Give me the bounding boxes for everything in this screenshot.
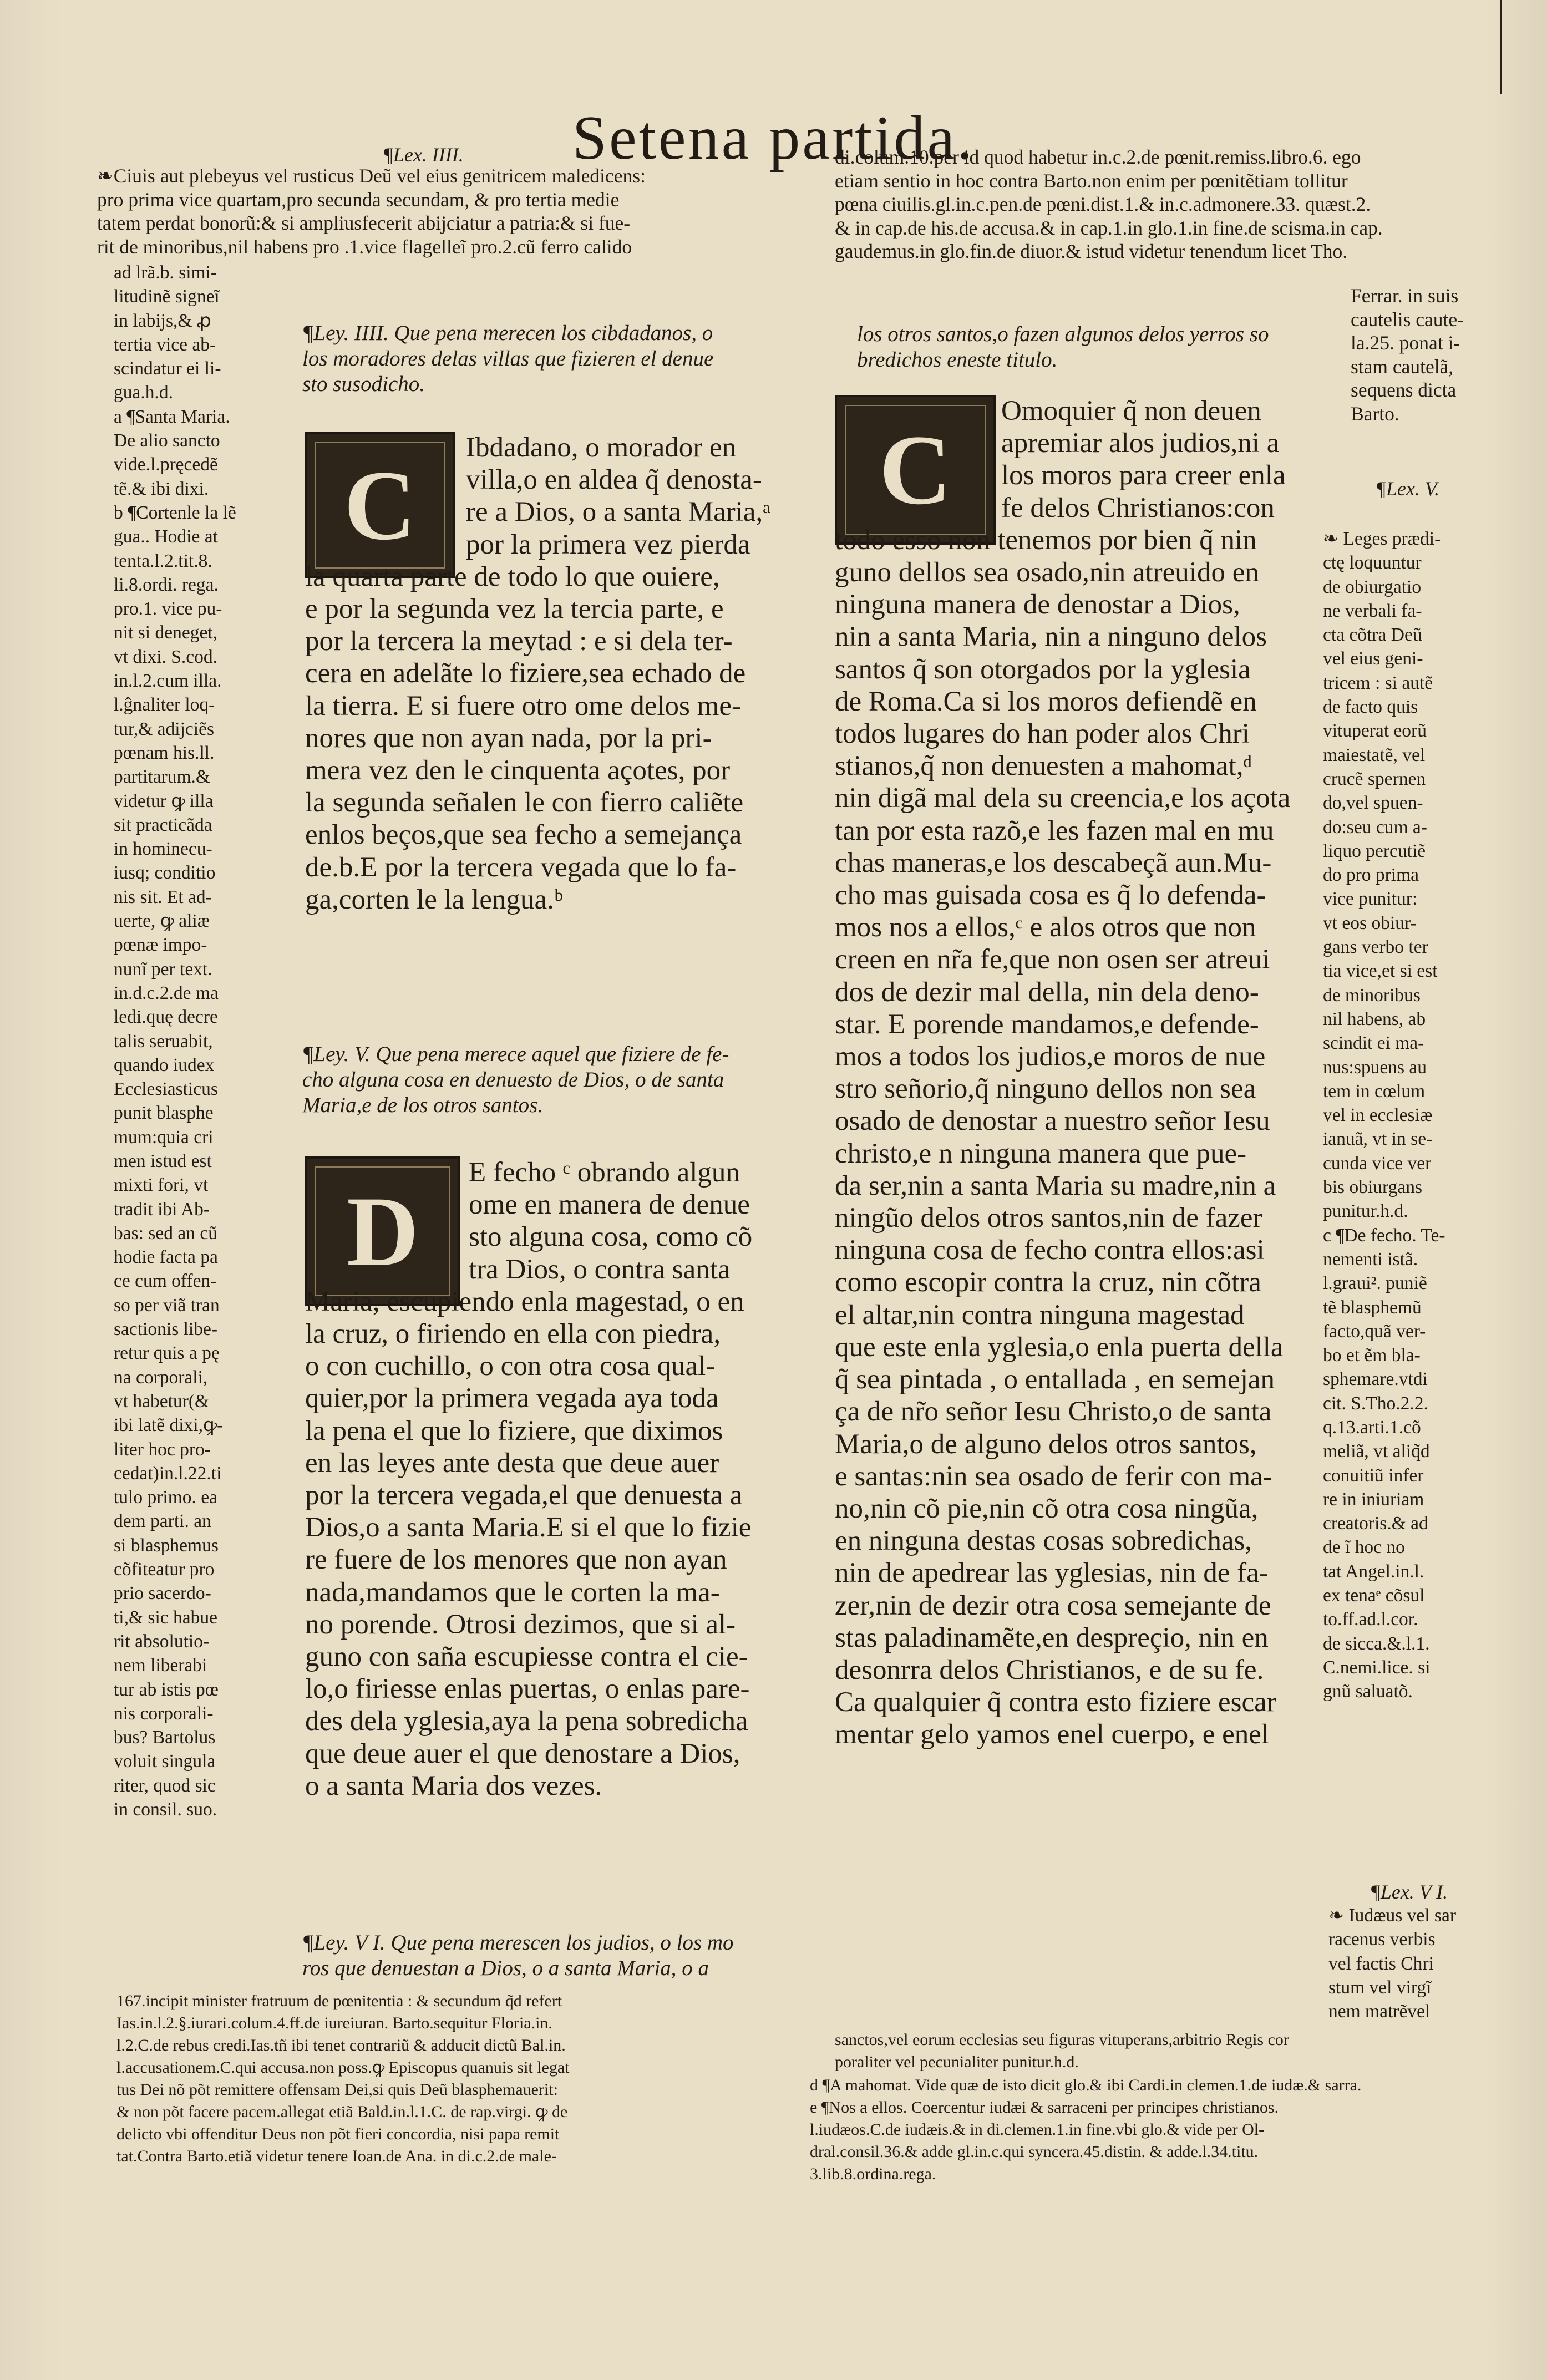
- text-line: la tierra. E si fuere otro ome delos me-: [305, 690, 741, 722]
- text-line: l.2.C.de rebus credi.Ias.tñ ibi tenet contrariũ & adducit dictũ Bal.in.: [116, 2036, 566, 2054]
- text-line: ningũo delos otros santos,nin de fazer: [835, 1202, 1262, 1234]
- text-line: tẽ blasphemũ: [1323, 1297, 1422, 1318]
- text-line: tia vice,et si est: [1323, 961, 1438, 982]
- gloss-right-column: [1323, 527, 1514, 1704]
- text-line: que deue auer el que denostare a Dios,: [305, 1738, 740, 1769]
- text-line: de.b.E por la tercera vegada que lo fa-: [305, 851, 737, 883]
- gloss-left-column: [114, 261, 280, 1821]
- text-line: sequens dicta: [1351, 379, 1457, 401]
- text-line: ros que denuestan a Dios, o a santa Maria, o a: [302, 1956, 709, 1980]
- text-line: en las leyes ante desta que deue auer: [305, 1447, 719, 1479]
- gloss-top: [97, 164, 824, 258]
- text-line: tricem : si autẽ: [1323, 672, 1433, 693]
- text-line: hodie facta pa: [114, 1247, 218, 1268]
- text-line: de obiurgatio: [1323, 576, 1422, 597]
- lex5-label: ¶Lex. V.: [1376, 478, 1440, 500]
- text-line: mixti fori, vt: [114, 1175, 209, 1196]
- page-edge-rule: [1500, 0, 1502, 94]
- text-line: sanctos,vel eorum ecclesias seu figuras vituperans,arbitrio Regis cor: [835, 2031, 1289, 2049]
- text-line: pœna ciuilis.gl.in.c.pen.de pœni.dist.1.& in.c.admonere.33. quæst.2.: [835, 193, 1371, 215]
- text-line: tẽ.& ibi dixi.: [114, 478, 209, 499]
- text-line: Maria,e de los otros santos.: [302, 1093, 544, 1117]
- text-line: re fuere de los menores que non ayan: [305, 1544, 727, 1576]
- text-line: rit absolutio-: [114, 1631, 210, 1652]
- text-line: l.accusationem.C.qui accusa.non poss.ꝙ Episcopus quanuis sit legat: [116, 2058, 570, 2077]
- text-line: cunda vice ver: [1323, 1153, 1432, 1174]
- text-line: liter hoc pro-: [114, 1439, 211, 1460]
- text-line: gans verbo ter: [1323, 937, 1428, 958]
- text-line: Maria, escupiendo enla magestad, o en: [305, 1286, 744, 1317]
- text-line: la segunda señalen le con fierro caliẽte: [305, 787, 744, 819]
- text-line: como escopir contra la cruz, nin cõtra: [835, 1267, 1261, 1298]
- note-d: d ¶A mahomat. Vide quæ de isto dicit glo.& ibi Cardi.in clemen.1.de iudæ.& sarra.: [810, 2076, 1362, 2094]
- text-line: Ibdadano, o morador en: [466, 432, 737, 463]
- text-line: vel eius geni-: [1323, 648, 1423, 669]
- ley6-text: [835, 395, 1345, 1751]
- text-line: ❧ Iudæus vel sar: [1328, 1905, 1456, 1926]
- text-line: ctę loquuntur: [1323, 552, 1422, 574]
- text-line: ¶Ley. V I. Que pena merescen los judios, o los mo: [302, 1931, 734, 1955]
- text-line: videtur ꝙ illa: [114, 790, 214, 811]
- text-line: l.iudæos.C.de iudæis.& in di.clemen.1.in fine.vbi glo.& vide per Ol-: [810, 2120, 1265, 2139]
- text-line: ome en manera de denue: [469, 1189, 750, 1221]
- ley5-text: [305, 1156, 843, 1802]
- text-line: los moradores delas villas que fizieren el denue: [302, 347, 714, 371]
- text-line: e ¶Nos a ellos. Coercentur iudæi & sarraceni per principes christianos.: [810, 2098, 1279, 2117]
- text-line: cautelis caute-: [1351, 308, 1464, 331]
- text-line: dral.consil.36.& adde gl.in.c.qui syncera.45.distin. & adde.l.34.titu.: [810, 2143, 1259, 2161]
- text-line: vt habetur(&: [114, 1391, 210, 1412]
- text-line: mentar gelo yamos enel cuerpo, e enel: [835, 1719, 1270, 1750]
- text-line: de Roma.Ca si los moros defiendẽ en: [835, 686, 1257, 717]
- text-line: gua.. Hodie at: [114, 526, 218, 547]
- left-bottom-notes: [116, 1990, 849, 2168]
- text-line: pro prima vice quartam,pro secunda secundam, & pro tertia medie: [97, 188, 620, 211]
- text-line: la.25. ponat i-: [1351, 332, 1460, 354]
- text-line: fe delos Christianos:con: [1001, 492, 1275, 524]
- text-line: b ¶Cortenle la lẽ: [114, 502, 236, 523]
- text-line: nin a santa Maria, nin a ninguno delos: [835, 621, 1267, 653]
- text-line: rit de minoribus,nil habens pro .1.vice flagelleĩ pro.2.cũ ferro calido: [97, 235, 632, 258]
- text-line: punit blasphe: [114, 1103, 214, 1124]
- text-line: ¶Ley. V. Que pena merece aquel que fiziere de fe-: [302, 1042, 729, 1066]
- ley4-text: [305, 432, 843, 916]
- text-line: de sicca.&.l.1.: [1323, 1633, 1430, 1654]
- text-line: scindatur ei li-: [114, 358, 221, 379]
- ley5-initial: D: [305, 1156, 460, 1306]
- text-line: ga,corten le la lengua.ᵇ: [305, 884, 563, 915]
- text-line: vt eos obiur-: [1323, 912, 1417, 933]
- gloss-right-top: [835, 145, 1509, 263]
- text-line: ne verbali fa-: [1323, 600, 1422, 621]
- text-line: ad lrã.b. simi-: [114, 262, 217, 283]
- text-line: vituperat eorũ: [1323, 720, 1427, 742]
- text-line: uerte, ꝙ aliæ: [114, 911, 210, 932]
- text-line: vt dixi. S.cod.: [114, 646, 218, 667]
- text-line: ce cum offen-: [114, 1271, 217, 1292]
- lex6-label: ¶Lex. V I.: [1370, 1881, 1448, 1903]
- text-line: men istud est: [114, 1150, 212, 1171]
- text-line: tat.Contra Barto.etiã videtur tenere Ioan.de Ana. in di.c.2.de male-: [116, 2147, 557, 2165]
- text-line: vel in ecclesiæ: [1323, 1105, 1433, 1126]
- text-line: mos a todos los judios,e moros de nue: [835, 1041, 1266, 1073]
- text-line: tertia vice ab-: [114, 334, 216, 355]
- text-line: nada,mandamos que le corten la ma-: [305, 1576, 720, 1608]
- text-line: q.13.arti.1.cõ: [1323, 1417, 1421, 1438]
- text-line: Omoquier q̃ non deuen: [1001, 395, 1261, 427]
- text-line: liquo percutiẽ: [1323, 840, 1426, 861]
- text-line: nus:spuens au: [1323, 1057, 1427, 1078]
- text-line: mera vez den le cinquenta açotes, por: [305, 755, 731, 786]
- text-line: por la tercera vegada,el que denuesta a: [305, 1480, 743, 1511]
- text-line: do,vel spuen-: [1323, 793, 1423, 814]
- text-line: ❧Ciuis aut plebeyus vel rusticus Deũ vel eius genitricem maledicens:: [97, 165, 646, 187]
- text-line: osado de denostar a nuestro señor Iesu: [835, 1105, 1270, 1137]
- text-line: crucẽ spernen: [1323, 768, 1426, 789]
- text-line: si blasphemus: [114, 1535, 219, 1556]
- text-line: ibi latẽ dixi,ꝙ-: [114, 1415, 224, 1436]
- text-line: zer,nin de dezir otra cosa semejante de: [835, 1590, 1271, 1621]
- text-line: sit practicãda: [114, 814, 212, 835]
- gloss-right-top-side: [1351, 284, 1512, 425]
- text-line: Dios,o a santa Maria.E si el que lo fizie: [305, 1512, 752, 1544]
- text-line: tra Dios, o contra santa: [469, 1254, 731, 1285]
- text-line: vice punitur:: [1323, 889, 1418, 910]
- text-line: & non põt facere pacem.allegat etiã Bald.in.l.1.C. de rap.virgi. ꝙ de: [116, 2103, 568, 2121]
- text-line: nunĩ per text.: [114, 958, 212, 980]
- text-line: cera en adelãte lo fiziere,sea echado de: [305, 658, 746, 689]
- text-line: sto susodicho.: [302, 372, 425, 396]
- text-line: sphemare.vtdi: [1323, 1369, 1428, 1390]
- text-line: gnũ saluatõ.: [1323, 1681, 1413, 1702]
- text-line: meliã, vt aliq̃d: [1323, 1441, 1430, 1462]
- text-line: cta cõtra Deũ: [1323, 625, 1422, 646]
- text-line: ex tenaᵉ cõsul: [1323, 1585, 1425, 1606]
- running-title: Setena partida.: [572, 104, 975, 173]
- text-line: bredichos eneste titulo.: [857, 348, 1058, 372]
- text-line: los moros para creer enla: [1001, 460, 1286, 491]
- lex4-label: ¶Lex. IIII.: [383, 144, 464, 166]
- text-line: q̃ sea pintada , o entallada , en semejan: [835, 1364, 1275, 1395]
- text-line: di.colum.10.per id quod habetur in.c.2.de pœnit.remiss.libro.6. ego: [835, 146, 1361, 168]
- text-line: da ser,nin a santa Maria su madre,nin a: [835, 1170, 1276, 1201]
- text-line: des dela yglesia,aya la pena sobredicha: [305, 1706, 748, 1737]
- text-line: tenta.l.2.tit.8.: [114, 550, 212, 571]
- text-line: racenus verbis: [1328, 1929, 1436, 1950]
- text-line: etiam sentio in hoc contra Barto.non enim per pœnitẽtiam tollitur: [835, 169, 1348, 192]
- text-line: litudinẽ signeĩ: [114, 286, 220, 307]
- text-line: Maria,o de alguno delos otros santos,: [835, 1428, 1257, 1460]
- text-line: na corporali,: [114, 1367, 208, 1388]
- text-line: ninguna manera de denostar a Dios,: [835, 589, 1240, 621]
- text-line: sto alguna cosa, como cõ: [469, 1221, 753, 1253]
- text-line: quier,por la primera vegada aya toda: [305, 1383, 719, 1414]
- text-line: mos nos a ellos,ᶜ e alos otros que non: [835, 912, 1256, 943]
- text-line: quando iudex: [114, 1054, 215, 1075]
- text-line: re in iniuriam: [1323, 1489, 1424, 1510]
- text-line: de minoribus: [1323, 985, 1421, 1006]
- text-line: Barto.: [1351, 402, 1399, 425]
- text-line: stro señorio,q̃ ninguno dellos non sea: [835, 1073, 1256, 1105]
- text-line: o a santa Maria dos vezes.: [305, 1770, 602, 1802]
- text-line: ledi.quę decre: [114, 1007, 218, 1028]
- text-line: conuitiũ infer: [1323, 1465, 1424, 1486]
- text-line: la cruz, o firiendo en ella con piedra,: [305, 1318, 721, 1350]
- text-line: do:seu cum a-: [1323, 816, 1427, 838]
- text-line: mum:quia cri: [114, 1126, 214, 1148]
- text-line: santos q̃ son otorgados por la yglesia: [835, 653, 1251, 685]
- ley5-heading: [302, 1042, 835, 1118]
- text-line: cho alguna cosa en denuesto de Dios, o de santa: [302, 1068, 724, 1092]
- text-line: pœnam his.ll.: [114, 742, 215, 763]
- text-line: partitarum.&: [114, 767, 210, 788]
- text-line: 167.incipit minister fratruum de pœnitentia : & secundum q̃d refert: [116, 1992, 562, 2010]
- text-line: stam cautelã,: [1351, 355, 1454, 378]
- text-line: tem in cœlum: [1323, 1080, 1426, 1102]
- text-line: li.8.ordi. rega.: [114, 574, 219, 595]
- text-line: voluit singula: [114, 1751, 216, 1772]
- text-line: nementi istã.: [1323, 1249, 1418, 1270]
- text-line: iusq; conditio: [114, 862, 216, 884]
- text-line: gua.h.d.: [114, 382, 173, 403]
- right-bottom-notes: [835, 2029, 1514, 2073]
- text-line: Ferrar. in suis: [1351, 285, 1459, 307]
- text-line: Ecclesiasticus: [114, 1079, 218, 1100]
- text-line: De alio sancto: [114, 430, 220, 451]
- text-line: el altar,nin contra ninguna magestad: [835, 1299, 1245, 1331]
- text-line: do pro prima: [1323, 865, 1419, 886]
- ley6-heading: [302, 1930, 835, 1981]
- text-line: ¶Ley. IIII. Que pena merecen los cibdadanos, o: [302, 321, 713, 345]
- text-line: de facto quis: [1323, 697, 1418, 718]
- text-line: ianuã, vt in se-: [1323, 1129, 1433, 1150]
- note-e: [810, 2097, 1514, 2185]
- text-line: ti,& sic habue: [114, 1607, 217, 1628]
- text-line: e santas:nin sea osado de ferir con ma-: [835, 1460, 1272, 1492]
- text-line: a ¶Santa Maria.: [114, 406, 230, 427]
- text-line: Ias.in.l.2.§.iurari.colum.4.ff.de iureiuran. Barto.sequitur Floria.in.: [116, 2014, 552, 2032]
- text-line: vel factis Chri: [1328, 1953, 1434, 1974]
- text-line: guno dellos sea osado,nin atreuido en: [835, 557, 1259, 588]
- text-line: ça de nr̃o señor Iesu Christo,o de santa: [835, 1396, 1272, 1428]
- text-line: vide.l.pręcedẽ: [114, 454, 218, 475]
- text-line: in.d.c.2.de ma: [114, 982, 219, 1003]
- text-line: tat Angel.in.l.: [1323, 1561, 1424, 1582]
- text-line: prio sacerdo-: [114, 1583, 211, 1604]
- text-line: C.nemi.lice. si: [1323, 1657, 1431, 1678]
- text-line: cit. S.Tho.2.2.: [1323, 1393, 1428, 1414]
- text-line: nores que non ayan nada, por la pri-: [305, 722, 712, 754]
- text-line: tulo primo. ea: [114, 1487, 217, 1508]
- text-line: nem liberabi: [114, 1655, 207, 1676]
- ley4-initial: C: [305, 432, 455, 578]
- text-line: todo esso non tenemos por bien q̃ nin: [835, 524, 1257, 556]
- text-line: pœnæ impo-: [114, 935, 207, 956]
- text-line: dem parti. an: [114, 1511, 211, 1532]
- text-line: tan por esta razõ,e les fazen mal en mu: [835, 815, 1274, 846]
- text-line: los otros santos,o fazen algunos delos yerros so: [857, 322, 1269, 346]
- text-line: nil habens, ab: [1323, 1008, 1426, 1029]
- text-line: tradit ibi Ab-: [114, 1199, 210, 1220]
- text-line: de ĩ hoc no: [1323, 1537, 1405, 1558]
- text-line: stianos,q̃ non denuesten a mahomat,ᵈ: [835, 750, 1252, 782]
- text-line: nin de apedrear las yglesias, nin de fa-: [835, 1557, 1269, 1589]
- text-line: pro.1. vice pu-: [114, 598, 222, 620]
- text-line: lo,o firiesse enlas puertas, o enlas pare-: [305, 1673, 750, 1705]
- text-line: la quarta parte de todo lo que ouiere,: [305, 561, 720, 592]
- text-line: punitur.h.d.: [1323, 1201, 1408, 1222]
- text-line: chas maneras,e los descabeçã aun.Mu-: [835, 847, 1272, 879]
- text-line: guno con saña escupiesse contra el cie-: [305, 1641, 748, 1673]
- text-line: creen en nr̃a fe,que non osen ser atreui: [835, 944, 1270, 976]
- text-line: cõfiteatur pro: [114, 1559, 215, 1580]
- text-line: tus Dei nõ põt remittere offensam Dei,si quis Deũ blasphemauerit:: [116, 2080, 558, 2099]
- text-line: sactionis libe-: [114, 1319, 217, 1340]
- text-line: no porende. Otrosi dezimos, que si al-: [305, 1608, 736, 1640]
- text-line: la pena el que lo fiziere, que diximos: [305, 1415, 723, 1447]
- text-line: in consil. suo.: [114, 1799, 217, 1820]
- text-line: E fecho ᶜ obrando algun: [469, 1157, 740, 1188]
- text-line: nis sit. Et ad-: [114, 886, 212, 907]
- text-line: que este enla yglesia,o enla puerta della: [835, 1331, 1284, 1363]
- text-line: dos de dezir mal della, nin dela deno-: [835, 976, 1259, 1008]
- text-line: ninguna cosa de fecho contra ellos:asi: [835, 1235, 1265, 1266]
- text-line: cedat)in.l.22.ti: [114, 1463, 222, 1484]
- text-line: Ca qualquier q̃ contra esto fiziere escar: [835, 1687, 1276, 1718]
- text-line: & in cap.de his.de accusa.& in cap.1.in glo.1.in fine.de scisma.in cap.: [835, 216, 1383, 239]
- gloss-right-lex6: [1328, 1904, 1512, 2023]
- text-line: ❧ Leges prædi-: [1323, 529, 1441, 549]
- text-line: tatem perdat bonorũ:& si ampliusfecerit abijciatur a patria:& si fue-: [97, 212, 631, 234]
- text-line: villa,o en aldea q̃ denosta-: [466, 464, 762, 496]
- text-line: 3.lib.8.ordina.rega.: [810, 2165, 936, 2183]
- ley6-initial: C: [835, 395, 996, 545]
- ley6-heading-cont: [857, 322, 1334, 373]
- text-line: creatoris.& ad: [1323, 1513, 1428, 1534]
- text-line: retur quis a pę: [114, 1343, 220, 1364]
- text-line: no,nin cõ pie,nin cõ otra cosa ningũa,: [835, 1493, 1259, 1524]
- text-line: por la tercera la meytad : e si dela ter-: [305, 626, 733, 657]
- text-line: talis seruabit,: [114, 1031, 213, 1052]
- text-line: maiestatẽ, vel: [1323, 744, 1426, 765]
- ley4-heading: [302, 321, 835, 397]
- text-line: nit si deneget,: [114, 622, 217, 643]
- text-line: riter, quod sic: [114, 1775, 216, 1796]
- text-line: scindit ei ma-: [1323, 1033, 1424, 1054]
- text-line: christo,e n ninguna manera que pue-: [835, 1138, 1247, 1169]
- text-line: apremiar alos judios,ni a: [1001, 428, 1280, 459]
- text-line: nin digã mal dela su creencia,e los açota: [835, 783, 1291, 814]
- text-line: poraliter vel pecunialiter punitur.h.d.: [835, 2053, 1079, 2071]
- text-line: l.graui². puniẽ: [1323, 1273, 1427, 1294]
- text-line: e por la segunda vez la tercia parte, e: [305, 593, 724, 625]
- text-line: facto,quã ver-: [1323, 1321, 1426, 1342]
- text-line: in hominecu-: [114, 839, 212, 860]
- text-line: to.ff.ad.l.cor.: [1323, 1609, 1418, 1630]
- text-line: bus? Bartolus: [114, 1727, 216, 1748]
- text-line: c ¶De fecho. Te-: [1323, 1225, 1445, 1246]
- text-line: por la primera vez pierda: [466, 529, 750, 560]
- text-line: in labijs,& ꝓ: [114, 310, 211, 331]
- text-line: stas paladinamẽte,en despreçio, nin en: [835, 1622, 1269, 1653]
- text-line: delicto vbi offenditur Deus non põt fieri concordia, nisi papa remit: [116, 2125, 560, 2143]
- text-line: bas: sed an cũ: [114, 1222, 217, 1244]
- text-line: stum vel virgĩ: [1328, 1977, 1432, 1998]
- text-line: en ninguna destas cosas sobredichas,: [835, 1525, 1252, 1557]
- text-line: bo et ẽm bla-: [1323, 1345, 1421, 1366]
- text-line: l.ĝnaliter loq-: [114, 694, 215, 715]
- text-line: cho mas guisada cosa es q̃ lo defenda-: [835, 880, 1266, 911]
- text-line: bis obiurgans: [1323, 1177, 1422, 1198]
- text-line: so per viã tran: [114, 1295, 220, 1316]
- text-line: desonrra delos Christianos, e de su fe.: [835, 1654, 1264, 1686]
- text-line: in.l.2.cum illa.: [114, 671, 222, 692]
- text-line: tur ab istis pœ: [114, 1679, 219, 1700]
- text-line: nem matrẽvel: [1328, 2001, 1431, 2022]
- text-line: gaudemus.in glo.fin.de diuor.& istud videtur tenendum licet Tho.: [835, 240, 1348, 262]
- text-line: re a Dios, o a santa Maria,ᵃ: [466, 496, 771, 528]
- text-line: nis corporali-: [114, 1703, 214, 1724]
- text-line: star. E porende mandamos,e defende-: [835, 1008, 1259, 1040]
- text-line: o con cuchillo, o con otra cosa qual-: [305, 1351, 716, 1382]
- text-line: todos lugares do han poder alos Chri: [835, 718, 1250, 750]
- text-line: enlos beços,que sea fecho a semejança: [305, 819, 742, 851]
- text-line: tur,& adijciẽs: [114, 718, 214, 739]
